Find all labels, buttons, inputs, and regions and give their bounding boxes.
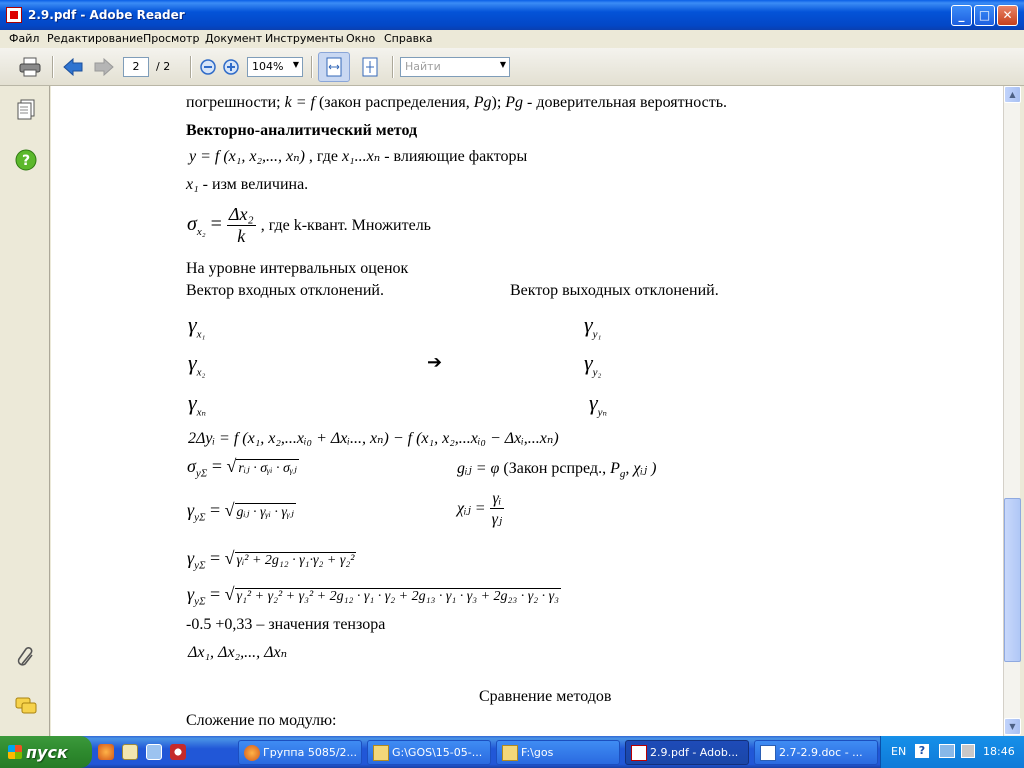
gamma-sum-equation-1: $\gamma_{y\Sigma}$ = √ gᵢⱼ · γᵧᵢ · γᵧⱼ — [187, 500, 294, 524]
zoom-select[interactable] — [247, 57, 303, 77]
section-heading: Векторно-аналитический метод — [186, 122, 418, 139]
scroll-up-button[interactable]: ▲ — [1004, 86, 1021, 103]
zoom-out-icon[interactable] — [196, 55, 220, 79]
forward-arrow-icon[interactable] — [92, 55, 116, 79]
title-bar — [0, 0, 1024, 30]
page-total: / 2 — [156, 60, 171, 73]
window-title: 2.9.pdf - Adobe Reader — [28, 8, 185, 22]
system-tray — [880, 736, 1024, 768]
task-folder-gos[interactable]: G:\GOS\15-05-... — [367, 740, 491, 765]
minimize-button[interactable]: _ — [951, 5, 972, 26]
menu-bar — [0, 30, 1024, 48]
folder-icon — [373, 745, 389, 761]
menu-view[interactable]: Просмотр — [143, 32, 200, 45]
toolbar — [0, 48, 1024, 86]
doc-line-4: x₁ - изм величина. — [186, 176, 309, 193]
network-icon[interactable] — [939, 744, 955, 758]
taskbar — [0, 736, 1024, 768]
chi-equation: χᵢⱼ = $\frac{\text{γᵢ}}{\text{γⱼ}}$ — [457, 490, 503, 528]
firefox-icon[interactable] — [98, 744, 114, 760]
tensor-values: -0.5 +0,33 – значения тензора — [186, 616, 386, 633]
opera-icon[interactable] — [170, 744, 186, 760]
pdf-icon — [631, 745, 647, 761]
clock[interactable]: 18:46 — [983, 745, 1015, 758]
vertical-scrollbar[interactable] — [1003, 86, 1020, 736]
sigma-sum-equation: $\sigma_{y\Sigma}$ = √ rᵢⱼ · σᵧᵢ · σᵧⱼ — [187, 456, 297, 480]
menu-file[interactable]: Файл — [9, 32, 40, 45]
back-arrow-icon[interactable] — [61, 55, 85, 79]
scroll-down-button[interactable]: ▼ — [1004, 718, 1021, 735]
menu-tools[interactable]: Инструменты — [265, 32, 344, 45]
task-word-doc[interactable]: 2.7-2.9.doc - ... — [754, 740, 878, 765]
print-icon[interactable] — [18, 55, 42, 79]
vector-inputs-label: Вектор входных отклонений. — [186, 282, 384, 299]
show-desktop-icon[interactable] — [146, 744, 162, 760]
gamma-x1: $\gamma_{x_1}$ — [188, 312, 206, 341]
gamma-yn: $\gamma_{y_n}$ — [589, 390, 608, 419]
page-number-input[interactable]: 2 — [123, 57, 149, 77]
language-indicator[interactable]: EN — [891, 745, 907, 758]
maximize-button[interactable]: □ — [974, 5, 995, 26]
gamma-xn: $\gamma_{x_n}$ — [188, 390, 207, 419]
gamma-sum-equation-3: $\gamma_{y\Sigma}$ = √ γ₁² + γ₂² + γ₃² + 2g₁₂ · γ₁ · γ₂ + 2g₁₃ · γ₁ · γ₃ + 2g₂₃ · γ₂ · γ₃ — [187, 584, 560, 608]
fit-page-icon[interactable] — [358, 55, 382, 79]
sigma-formula: $\sigma_{x_2}$ = $\frac{\text{Δx₂}}{k}$ , где k-квант. Множитель — [187, 204, 431, 246]
start-button[interactable]: пуск — [0, 736, 92, 768]
doc-line-1: погрешности; k = f (закон распределения, Pg); Pg - доверительная вероятность. — [186, 94, 727, 111]
help-icon[interactable] — [14, 148, 38, 172]
task-adobe-reader[interactable]: 2.9.pdf - Adob... — [625, 740, 749, 765]
volume-icon[interactable] — [961, 744, 975, 758]
pdf-app-icon — [6, 7, 22, 23]
zoom-in-icon[interactable] — [219, 55, 243, 79]
svg-text:?: ? — [21, 153, 31, 169]
task-firefox[interactable]: Группа 5085/2... — [238, 740, 362, 765]
right-arrow-icon: ➔ — [427, 352, 443, 372]
gamma-y1: $\gamma_{y_1}$ — [584, 312, 602, 341]
fit-width-icon[interactable] — [318, 52, 350, 82]
word-icon — [760, 745, 776, 761]
menu-window[interactable]: Окно — [346, 32, 376, 45]
document-page — [51, 86, 1003, 736]
attachment-icon[interactable] — [14, 645, 38, 669]
delta-list: Δx₁, Δx₂,..., Δxₙ — [188, 644, 288, 661]
zoom-value: 104% — [252, 60, 284, 73]
help-tray-icon[interactable]: ? — [915, 744, 929, 758]
search-input[interactable] — [400, 57, 510, 77]
menu-help[interactable]: Справка — [384, 32, 433, 45]
search-placeholder: Найти — [405, 60, 441, 73]
doc-line-3: y = f (x₁, x₂,..., xₙ) , где x₁...xₙ - влияющие факторы — [189, 148, 528, 165]
close-button[interactable]: ✕ — [997, 5, 1018, 26]
task-folder-f[interactable]: F:\gos — [496, 740, 620, 765]
comments-icon[interactable] — [14, 695, 38, 719]
gamma-y2: $\gamma_{y_2}$ — [584, 350, 602, 379]
menu-document[interactable]: Документ — [205, 32, 263, 45]
search-dropdown-icon[interactable]: ▼ — [499, 60, 506, 69]
scroll-thumb[interactable] — [1004, 498, 1021, 662]
firefox-icon — [244, 745, 260, 761]
folder-icon — [502, 745, 518, 761]
gamma-sum-equation-2: $\gamma_{y\Sigma}$ = √ γᵢ² + 2g₁₂ · γ₁·γ₂ + γ₂² — [187, 548, 355, 572]
navigation-pane — [0, 86, 50, 736]
clock-app-icon[interactable] — [122, 744, 138, 760]
pages-icon[interactable] — [14, 98, 38, 122]
menu-edit[interactable]: Редактирование — [47, 32, 143, 45]
interval-heading: На уровне интервальных оценок — [186, 260, 409, 277]
delta-equation: 2Δyᵢ = f (x₁, x₂,...xᵢ₀ + Δxᵢ..., xₙ) − f (x₁, x₂,...xᵢ₀ − Δxᵢ,...xₙ) — [188, 430, 559, 447]
g-equation: gᵢⱼ = φ (Закон рспред., $P_g$, χᵢⱼ ) — [457, 460, 657, 481]
vector-outputs-label: Вектор выходных отклонений. — [510, 282, 719, 299]
sum-modulus: Сложение по модулю: — [186, 712, 337, 729]
chevron-down-icon: ▼ — [292, 60, 299, 69]
compare-heading: Сравнение методов — [479, 688, 612, 705]
gamma-x2: $\gamma_{x_2}$ — [188, 350, 206, 379]
